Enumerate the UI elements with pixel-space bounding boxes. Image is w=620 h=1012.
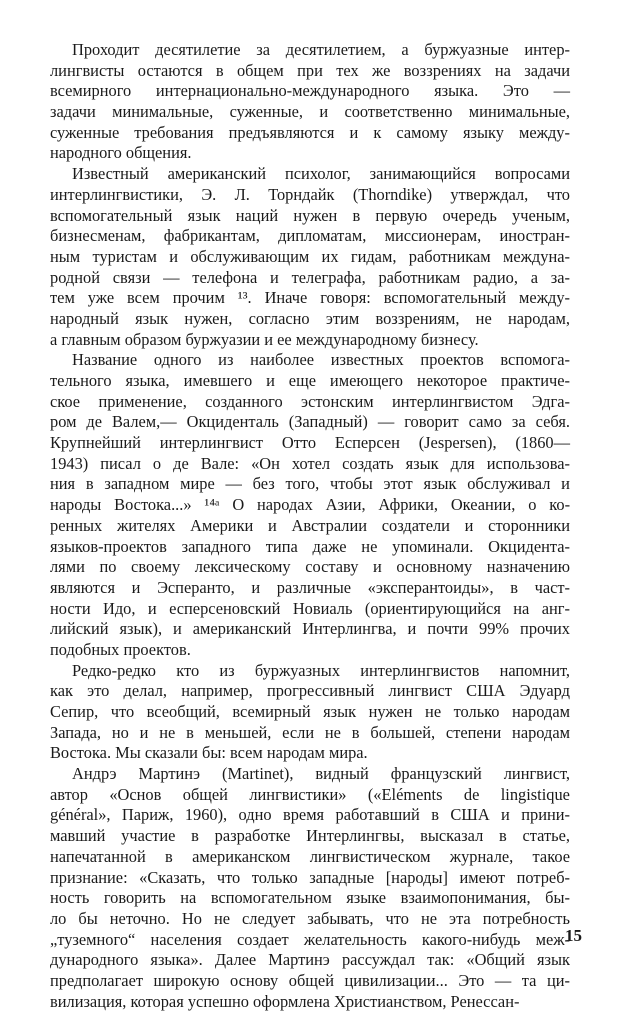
text-line: являются и Эсперанто, и различные «эксперантоиды», в част- <box>50 577 571 597</box>
text-line: тем уже всем прочим ¹³. Иначе говоря: вспомогательный между- <box>50 288 571 308</box>
text-line: ло бы неточно. Но не следует забывать, что не эта потребность <box>50 908 570 928</box>
text-line: народный язык нужен, согласно этим воззрениям, не народам, <box>50 308 571 328</box>
paragraph-first-line: Проходит десятилетие за десятилетием, а буржуазные интер- <box>72 40 570 59</box>
text-line: ным туристам и обслуживающим их гидам, работникам междуна- <box>50 246 570 266</box>
text-line: лингвисты остаются в общем при тех же воззрениях на задачи <box>50 60 571 80</box>
text-line: автор «Основ общей лингвистики» («Eléments de lingistique <box>50 784 570 804</box>
text-line: Крупнейший интерлингвист Отто Есперсен (Jespersen), (1860— <box>50 433 570 453</box>
paragraph-first-line: Редко-редко кто из буржуазных интерлингвистов напомнит, <box>72 660 571 680</box>
text-line: дународного языка». Далее Мартинэ рассуждал так: «Общий язык <box>50 950 571 970</box>
paragraph-first-line: Название одного из наиболее известных проектов вспомога- <box>72 350 571 370</box>
text-line: ренных жителях Америки и Австралии создатели и сторонники <box>50 515 571 535</box>
text-line: ром де Валем,— Окциденталь (Западный) — говорит само за себя. <box>50 412 570 432</box>
text-line: Сепир, что всеобщий, всемирный язык нужен не только народам <box>50 702 570 721</box>
text-line: а главным образом буржуазии и ее международному бизнесу. <box>50 329 479 349</box>
text-line: как это делал, например, прогрессивный лингвист США Эдуард <box>50 681 570 701</box>
paragraph-first-line: Известный американский психолог, занимающийся вопросами <box>72 164 570 184</box>
text-line: бизнесменам, фабрикантам, дипломатам, миссионерам, иностран- <box>50 226 570 246</box>
text-line: Запада, но и не в меньшей, если не в большей, степени народам <box>50 722 571 742</box>
page-number: 15 <box>565 926 582 945</box>
text-line: напечатанной в американском лингвистическом журнале, такое <box>50 846 570 866</box>
text-line: général», Париж, 1960), одно время работавший в США и прини- <box>50 805 570 825</box>
text-line: мавший участие в разработке Интерлингвы, высказал в статье, <box>50 826 570 846</box>
text-line: интерлингвистики, Э. Л. Торндайк (Thorndike) утверждал, что <box>50 184 570 204</box>
text-line: ния в западном мире — без того, чтобы этот язык обслуживал и <box>50 474 570 494</box>
text-line: суженные требования предъявляются и к самому языку между- <box>50 122 570 142</box>
text-line: 1943) писал о де Вале: «Он хотел создать язык для использова- <box>50 453 570 473</box>
body-text <box>50 40 570 1012</box>
text-line: ское применение, созданного эстонским интерлингвистом Эдга- <box>50 391 570 411</box>
text-line: народного общения. <box>50 143 192 163</box>
text-line: задачи минимальные, суженные, и соответственно минимальные, <box>50 102 570 122</box>
text-line: Востока. Мы сказали бы: всем народам мира. <box>50 743 368 763</box>
text-line: тельного языка, имевшего и еще имеющего некоторое практиче- <box>50 371 570 390</box>
text-line: всемирного интернационально-международного языка. Это — <box>50 81 570 101</box>
text-line: родной связи — телефона и телеграфа, работникам радио, а за- <box>50 267 570 287</box>
text-line: „туземного“ населения создает желательность какого-нибудь меж- <box>50 929 571 949</box>
text-line: ности Идо, и есперсеновский Новиаль (ориентирующийся на анг- <box>50 598 570 618</box>
text-line: народы Востока...» ¹⁴ᵃ О народах Азии, Африки, Океании, о ко- <box>50 495 571 515</box>
paragraph-first-line: Андрэ Мартинэ (Martinet), видный французский лингвист, <box>72 764 570 784</box>
text-line: языков-проектов западного типа даже не упоминали. Окцидента- <box>50 536 570 556</box>
text-line: вилизация, которая успешно оформлена Христианством, Ренессан- <box>50 991 520 1011</box>
text-line: ность говорить на вспомогательном языке взаимопонимания, бы- <box>50 888 570 908</box>
text-line: лями по своему лексическому составу и основному назначению <box>50 557 571 577</box>
text-line: вспомогательный язык наций нужен в первую очередь ученым, <box>50 205 570 225</box>
text-line: предполагает широкую основу общей цивилизации... Это — та ци- <box>50 970 570 990</box>
text-line: лийский язык), и американский Интерлингва, и почти 99% прочих <box>50 619 571 639</box>
text-line: признание: «Сказать, что только западные [народы] имеют потреб- <box>50 867 570 887</box>
text-line: подобных проектов. <box>50 639 191 659</box>
